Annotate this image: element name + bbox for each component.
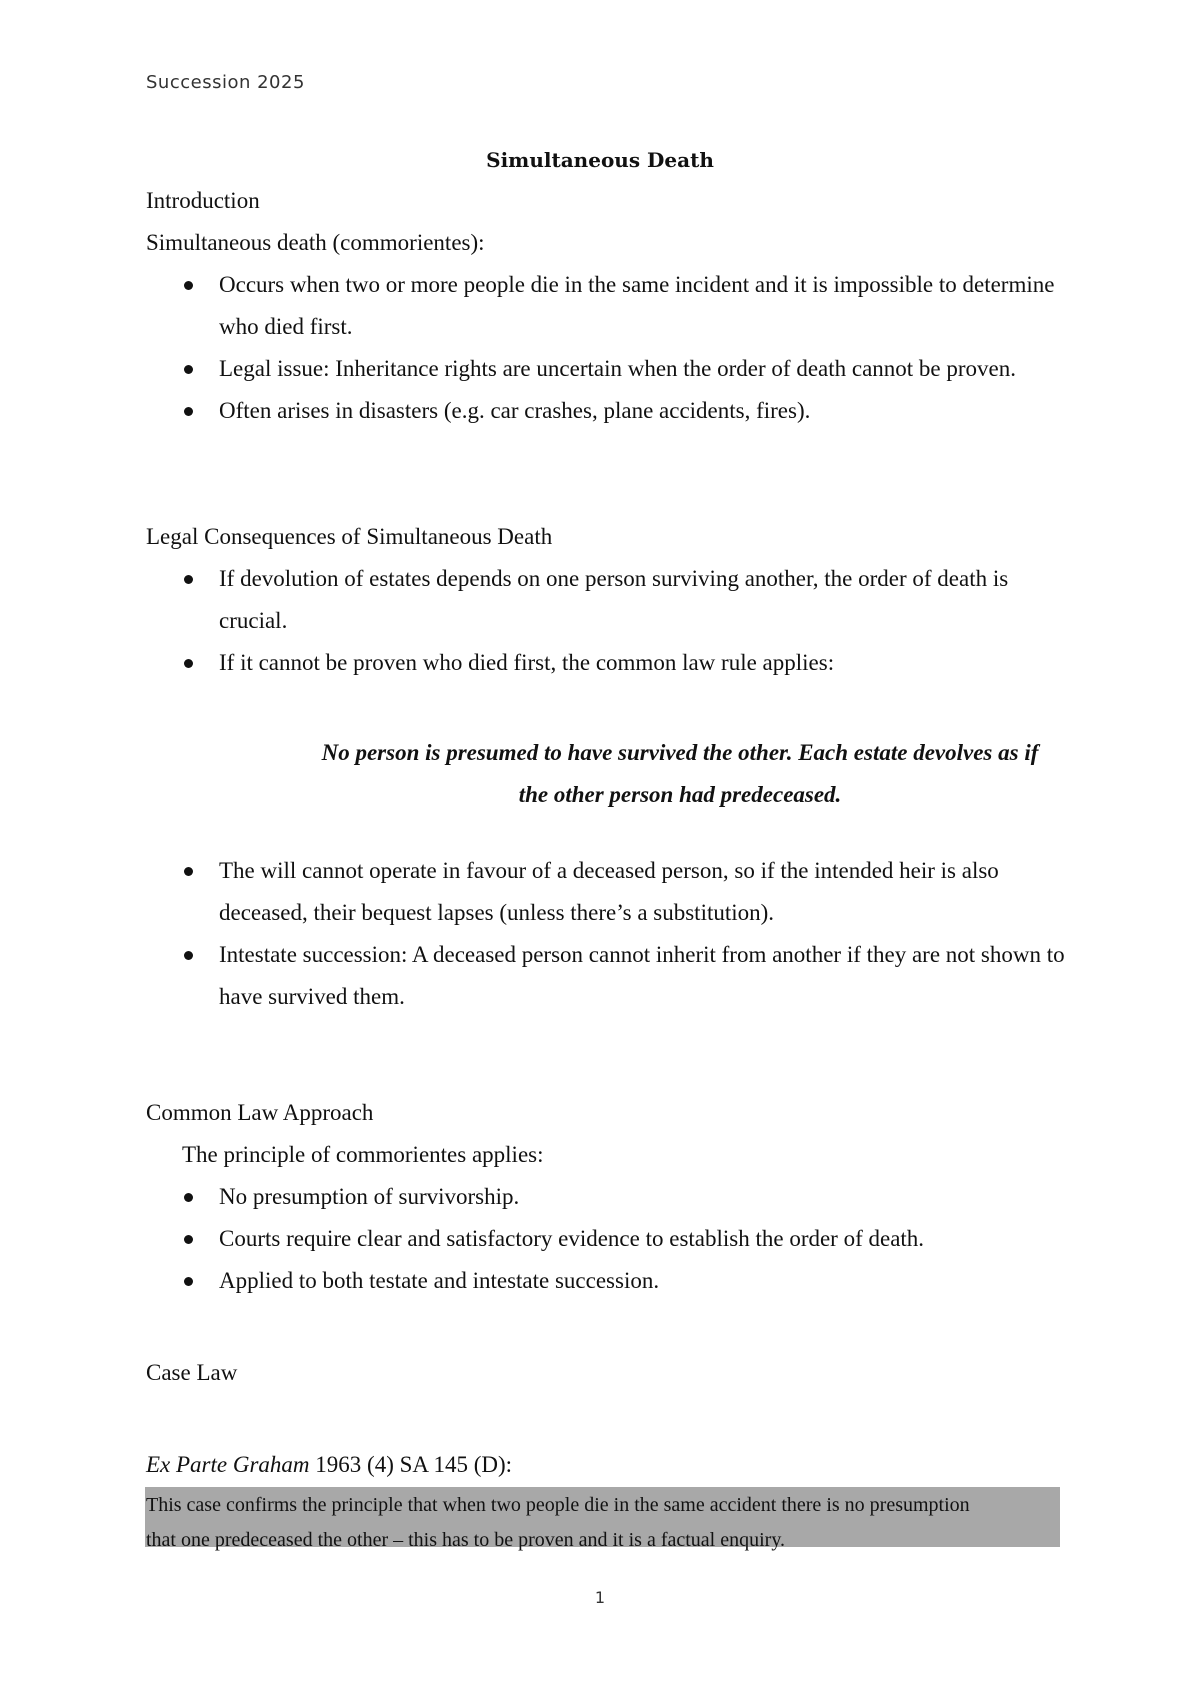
common-law-bullet-list	[146, 1176, 1076, 1302]
quote-line: the other person had predeceased.	[518, 782, 842, 807]
list-item: If it cannot be proven who died first, the common law rule applies:	[146, 642, 1076, 684]
bullet-icon	[184, 1277, 193, 1286]
case-summary-line: This case confirms the principle that when two people die in the same accident there is no presumption	[146, 1494, 970, 1516]
list-item: Courts require clear and satisfactory evidence to establish the order of death.	[146, 1218, 1076, 1260]
running-header: Succession 2025	[146, 72, 305, 93]
list-item: No presumption of survivorship.	[146, 1176, 1076, 1218]
case-summary-line: that one predeceased the other – this has to be proven and it is a factual enquiry.	[146, 1529, 786, 1551]
list-item: The will cannot operate in favour of a deceased person, so if the intended heir is also deceased, their bequest lapses (unless there’s a substitution).	[146, 850, 1076, 934]
bullet-icon	[184, 951, 193, 960]
case-title	[146, 1452, 512, 1478]
intro-lead: Simultaneous death (commorientes):	[146, 230, 485, 255]
case-name: Ex Parte Graham	[146, 1452, 310, 1477]
bullet-icon	[184, 659, 193, 668]
quote-line: No person is presumed to have survived the other. Each estate devolves as if	[321, 740, 1039, 765]
list-item: Applied to both testate and intestate succession.	[146, 1260, 1076, 1302]
page-number: 1	[594, 1588, 606, 1607]
page-title: Simultaneous Death	[486, 148, 714, 172]
bullet-icon	[184, 1235, 193, 1244]
case-citation: 1963 (4) SA 145 (D):	[309, 1452, 513, 1477]
common-law-lead: The principle of commorientes applies:	[182, 1142, 544, 1167]
common-law-rule-quote	[280, 732, 1080, 816]
consequences-bullet-list-b	[146, 850, 1076, 1018]
list-item: Intestate succession: A deceased person cannot inherit from another if they are not shown to have survived them.	[146, 934, 1076, 1018]
bullet-icon	[184, 867, 193, 876]
list-item: If devolution of estates depends on one person surviving another, the order of death is crucial.	[146, 558, 1076, 642]
bullet-icon	[184, 575, 193, 584]
section-heading-introduction: Introduction	[146, 188, 260, 213]
list-item: Often arises in disasters (e.g. car crashes, plane accidents, fires).	[146, 390, 1076, 432]
bullet-icon	[184, 407, 193, 416]
case-summary	[146, 1488, 1046, 1558]
bullet-icon	[184, 1193, 193, 1202]
list-item: Legal issue: Inheritance rights are uncertain when the order of death cannot be proven.	[146, 348, 1076, 390]
list-item: Occurs when two or more people die in the same incident and it is impossible to determine who died first.	[146, 264, 1076, 348]
section-heading-case-law: Case Law	[146, 1360, 238, 1385]
section-heading-legal-consequences: Legal Consequences of Simultaneous Death	[146, 524, 553, 549]
section-heading-common-law: Common Law Approach	[146, 1100, 374, 1125]
bullet-icon	[184, 281, 193, 290]
intro-bullet-list	[146, 264, 1076, 432]
bullet-icon	[184, 365, 193, 374]
consequences-bullet-list-a	[146, 558, 1076, 684]
